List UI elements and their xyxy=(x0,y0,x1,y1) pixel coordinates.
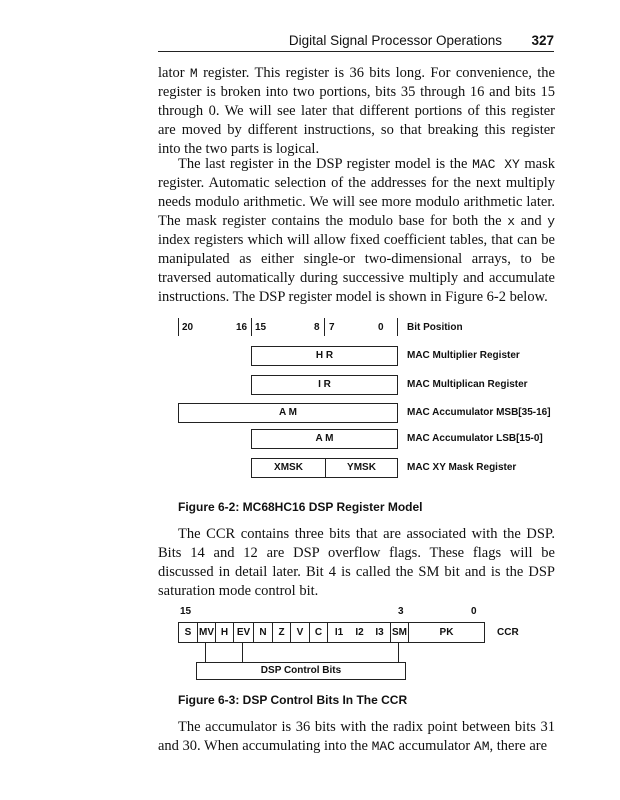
figure-6-3-caption: Figure 6-3: DSP Control Bits In The CCR xyxy=(178,693,408,707)
register-ir-content: I R xyxy=(318,379,331,390)
paragraph-4 xyxy=(158,718,555,756)
ccr-bit-pk: PK xyxy=(408,623,484,642)
para2-text-4: index registers which will allow fixed coefficient tables, that can be manipulated as either single-or two-dimensional arrays, to be traversed automatically during successive multiply and accumulate instructions. The DSP register model is shown in Figure 6-2 below. xyxy=(158,232,555,305)
register-am-lsb-content: A M xyxy=(315,433,334,444)
figure-6-2-caption: Figure 6-2: MC68HC16 DSP Register Model xyxy=(178,500,423,514)
para2-code-3: y xyxy=(547,214,555,229)
register-am-msb-label: MAC Accumulator MSB[35-16] xyxy=(407,407,551,418)
dsp-control-bits-box xyxy=(196,662,406,680)
ccr-sm-connector xyxy=(398,642,399,662)
ccr-register-label: CCR xyxy=(497,627,519,638)
para4-text-2: accumulator xyxy=(394,738,474,754)
ccr-mv-connector xyxy=(205,642,206,662)
ccr-bit-mv: MV xyxy=(197,623,215,642)
para2-text-1: The last register in the DSP register model is the xyxy=(178,156,473,172)
ccr-bit-n: N xyxy=(253,623,272,642)
para2-text-3: and xyxy=(515,213,548,229)
register-hr-label: MAC Multiplier Register xyxy=(407,350,520,361)
ccr-bit-c: C xyxy=(309,623,327,642)
ccr-bit-label-3: 3 xyxy=(398,606,404,617)
para4-code-1: MAC xyxy=(371,739,395,754)
ccr-ev-connector xyxy=(242,642,243,662)
page-number: 327 xyxy=(531,33,554,48)
bit-label-7: 7 xyxy=(329,322,335,333)
bit-label-0: 0 xyxy=(378,322,384,333)
para2-code-1: MAC XY xyxy=(472,157,520,172)
bit-label-8: 8 xyxy=(314,322,320,333)
bit-label-16: 16 xyxy=(236,322,248,333)
ccr-bit-z: Z xyxy=(272,623,290,642)
para4-text-1: The accumulator is 36 bits with the radix point between bits 31 and 30. When accumulating into the xyxy=(158,719,555,754)
ccr-bit-i2: I2 xyxy=(355,627,364,638)
register-ir-label: MAC Multiplican Register xyxy=(407,379,528,390)
para4-code-2: AM xyxy=(473,739,490,754)
ccr-bit-label-15: 15 xyxy=(180,606,192,617)
ccr-bit-i1: I1 xyxy=(327,623,350,642)
register-ymsk: YMSK xyxy=(325,459,397,477)
ccr-bit-label-0: 0 xyxy=(471,606,477,617)
para4-text-3: , there are xyxy=(489,738,548,754)
ccr-bit-h: H xyxy=(215,623,233,642)
ccr-bit-ev: EV xyxy=(233,623,253,642)
para1-code-1: M xyxy=(189,66,198,81)
para1-text-2: register. This register is 36 bits long. For convenience, the register is broken into two portions, bits 35 through 16 and bits 15 through 0. We will see later that different portions of this register are moved by different instructions, so that breaking this register into the two parts is logical. xyxy=(158,65,555,157)
register-am-msb-content: A M xyxy=(279,407,297,418)
para2-code-2: x xyxy=(507,214,516,229)
bit-position-label: Bit Position xyxy=(407,322,463,333)
ccr-register xyxy=(178,622,485,643)
bit-label-20: 20 xyxy=(182,322,194,333)
dsp-control-bits-label: DSP Control Bits xyxy=(260,665,342,676)
ccr-bit-sm: SM xyxy=(390,623,408,642)
register-xmsk: XMSK xyxy=(274,462,303,473)
register-xy-mask-label: MAC XY Mask Register xyxy=(407,462,517,473)
register-hr-content: H R xyxy=(315,350,334,361)
bit-label-15: 15 xyxy=(255,322,267,333)
running-header-title: Digital Signal Processor Operations xyxy=(288,33,502,48)
ccr-bit-i3: I3 xyxy=(375,627,384,638)
para2-text-2: mask register. Automatic selection of the addresses for the next multiply needs modulo arithmetic. We will see more modulo arithmetic later. The mask register contains the modulo base for both the xyxy=(158,156,556,229)
ccr-bit-s: S xyxy=(184,627,192,638)
para1-text-1: lator xyxy=(158,65,190,81)
register-am-lsb-label: MAC Accumulator LSB[15-0] xyxy=(407,433,543,444)
ccr-bit-v: V xyxy=(290,623,309,642)
paragraph-3: The CCR contains three bits that are associated with the DSP. Bits 14 and 12 are DSP overflow flags. These flags will be discussed in detail later. Bit 4 is called the SM bit and is the DSP saturation mode control bit. xyxy=(158,526,555,599)
